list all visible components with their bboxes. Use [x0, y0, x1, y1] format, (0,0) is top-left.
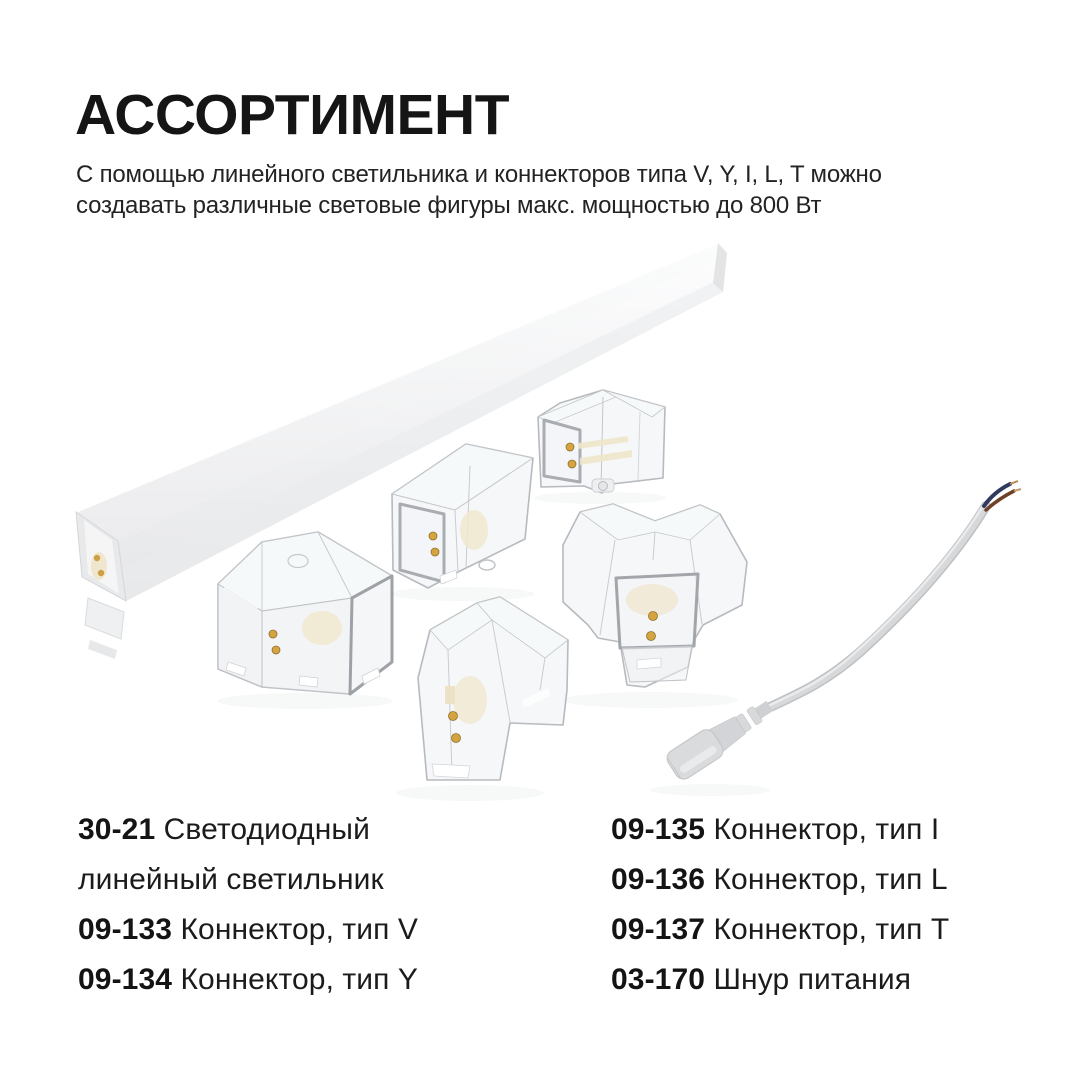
product-code: 09-135 — [611, 813, 706, 846]
connector-v-image — [396, 597, 568, 801]
subtitle-line-1: С помощью линейного светильника и коннекторов типа V, Y, I, L, T можно — [76, 161, 882, 188]
product-name: Шнур питания — [713, 963, 912, 996]
product-code: 09-136 — [611, 863, 706, 896]
product-code: 03-170 — [611, 963, 706, 996]
product-name: Светодиодный линейный светильник — [78, 813, 384, 896]
product-code: 09-134 — [78, 963, 173, 996]
product-name: Коннектор, тип T — [713, 913, 950, 946]
product-name: Коннектор, тип L — [713, 863, 948, 896]
list-item — [78, 955, 516, 1005]
product-code: 09-133 — [78, 913, 173, 946]
product-list-left — [78, 805, 516, 1005]
subtitle-line-2: создавать различные световые фигуры макс. мощностью до 800 Вт — [76, 192, 822, 219]
connector-i-image — [390, 444, 534, 601]
product-code: 30-21 — [78, 813, 156, 846]
product-list-right — [611, 805, 1080, 1005]
list-item — [611, 805, 1080, 855]
product-name: Коннектор, тип I — [713, 813, 940, 846]
connector-y-image — [562, 504, 747, 708]
list-item — [611, 955, 1080, 1005]
product-name: Коннектор, тип Y — [180, 963, 419, 996]
connector-t-image — [217, 532, 393, 709]
product-name: Коннектор, тип V — [180, 913, 419, 946]
page-title: АССОРТИМЕНТ — [75, 83, 510, 147]
list-item — [611, 905, 1080, 955]
connector-l-image — [534, 390, 666, 504]
list-item — [611, 855, 1080, 905]
list-item — [78, 805, 516, 905]
list-item — [78, 905, 516, 955]
product-code: 09-137 — [611, 913, 706, 946]
